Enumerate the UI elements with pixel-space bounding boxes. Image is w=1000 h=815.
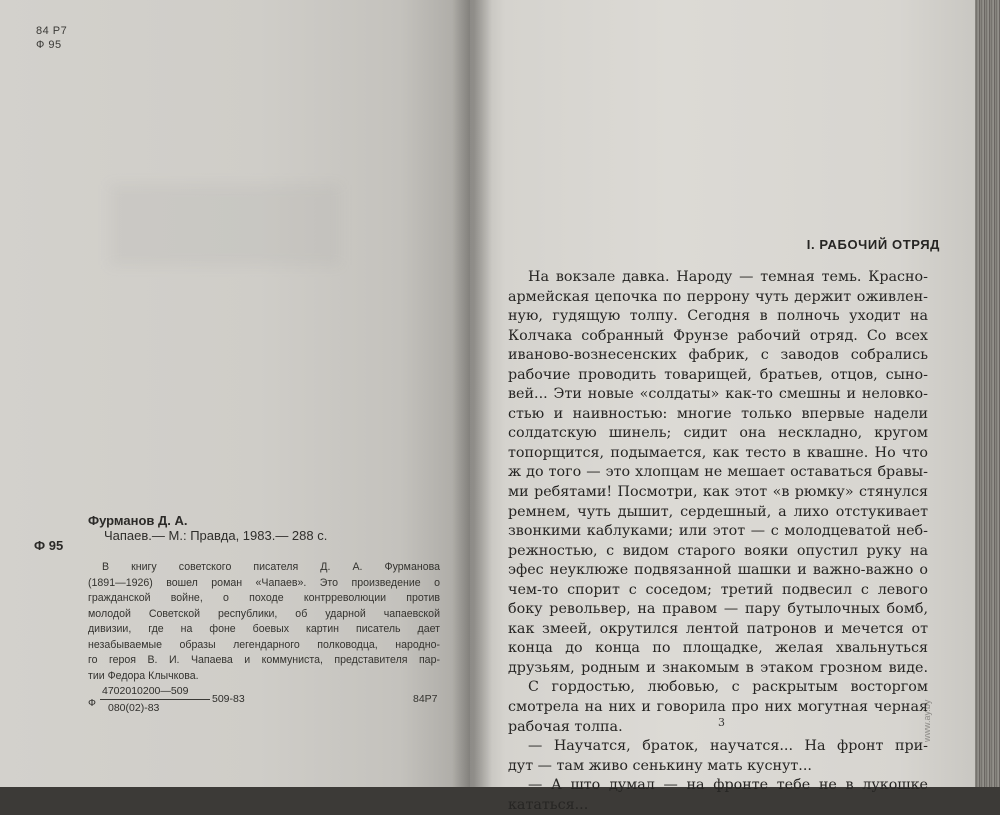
text-line: На вокзале давка. Народу — темная темь. Красно- xyxy=(528,269,928,285)
page-number: 3 xyxy=(718,716,725,729)
text-line: ную, гудящую толпу. Сегодня в полночь уходит на xyxy=(508,308,928,325)
text-line: конца до конца по площадке, желая хвальнуться xyxy=(508,640,928,657)
text-line: смотрела на них и говорила про них могутная черная xyxy=(508,699,928,716)
annotation-line: дивизии, где на фоне боевых картин писатель дает xyxy=(88,623,440,635)
annotation-line: молодой Советской республики, об ударной чапаевской xyxy=(88,607,440,620)
text-line: иваново-вознесенских фабрик, с заводов собрались xyxy=(508,347,928,364)
text-line: Колчака собранный Фрунзе рабочий отряд. Со всех xyxy=(508,327,928,344)
bibliography-imprint: Чапаев.— М.: Правда, 1983.— 288 с. xyxy=(104,528,328,543)
book-gutter-shadow xyxy=(452,0,492,787)
text-line: эфес неуклюже подвязанной шашки и важно-важно о xyxy=(508,562,928,579)
text-line: вей... Эти новые «солдаты» как-то смешны и неловко- xyxy=(508,386,928,403)
page-stack-edge xyxy=(975,0,1000,787)
annotation-line: В книгу советского писателя Д. А. Фурманова xyxy=(102,561,440,573)
author-sign-top: Ф 95 xyxy=(36,39,62,51)
book-annotation xyxy=(88,560,440,684)
text-line: ремнем, чуть дышит, сердешный, а лихо отстукивает xyxy=(508,503,928,520)
text-line: дут — там живо сенькину мать куснут... xyxy=(508,757,812,774)
annotation-line: гражданской войне, о походе контрреволюции против xyxy=(88,592,440,604)
text-line: чем-то спорит с соседом; третий подвесил с левого xyxy=(508,581,928,598)
text-line: боку револьвер, на правом — пару бутылочных бомб, xyxy=(508,601,928,618)
chapter-title: I. РАБОЧИЙ ОТРЯД xyxy=(806,237,940,252)
left-page xyxy=(0,0,470,787)
text-line: друзьям, родным и знакомым в этаком грозном виде. xyxy=(508,659,928,676)
text-line: армейская цепочка по перрону чуть держит оживлен- xyxy=(508,288,928,305)
isbn-fraction-bar xyxy=(100,699,210,700)
site-watermark: www.ay.by xyxy=(922,699,932,742)
text-line: солдатскую шинель; сидит она нескладно, кругом xyxy=(508,425,928,442)
isbn-numerator: 4702010200—509 xyxy=(102,685,189,697)
text-line: — А што думал — на фронте тебе не в лукошке xyxy=(528,777,928,794)
isbn-suffix: 509-83 xyxy=(212,693,245,705)
text-line: кататься... xyxy=(508,796,589,813)
annotation-line: (1891—1926) вошел роман «Чапаев». Это произведение о xyxy=(88,576,440,589)
annotation-line: незабываемые образы легендарного полководца, народно- xyxy=(88,638,440,651)
text-line: стью и наивностью: многие только впервые надели xyxy=(508,405,928,422)
annotation-line: тии Федора Клычкова. xyxy=(88,669,199,682)
bibliography-author: Фурманов Д. А. xyxy=(88,513,188,528)
text-line: — Научатся, браток, научатся... На фронт при- xyxy=(528,738,928,755)
show-through-ghost xyxy=(110,185,340,265)
catalog-code-top: 84 Р7 xyxy=(36,25,68,37)
text-line: рабочие проводить товарищей, братьев, отцов, сыно- xyxy=(508,366,928,383)
text-line: С гордостью, любовью, с раскрытым восторгом xyxy=(528,679,928,696)
bibliography-index: Ф 95 xyxy=(34,538,64,553)
annotation-line: го героя В. И. Чапаева и коммуниста, представителя пар- xyxy=(88,654,440,666)
text-line: топорщится, подымается, как тесто в квашне. Но что xyxy=(508,444,928,461)
text-line: как змеей, окрутился лентой патронов и мечется от xyxy=(508,620,928,637)
catalog-code-bottom: 84Р7 xyxy=(413,693,438,705)
text-line: рабочая толпа. xyxy=(508,718,623,735)
text-line: ж до того — это хлопцам не мешает оставаться бравы- xyxy=(508,464,928,481)
text-line: ми ребятами! Посмотри, как этот «в рюмку» стянулся xyxy=(508,484,928,501)
chapter-body-text xyxy=(508,268,928,815)
text-line: режностью, с видом старого вояки опустил руку на xyxy=(508,542,928,559)
isbn-letter: Ф xyxy=(88,697,96,709)
text-line: звонкими каблуками; или этот — с молодцеватой неб- xyxy=(508,523,928,540)
isbn-denominator: 080(02)-83 xyxy=(108,702,160,714)
